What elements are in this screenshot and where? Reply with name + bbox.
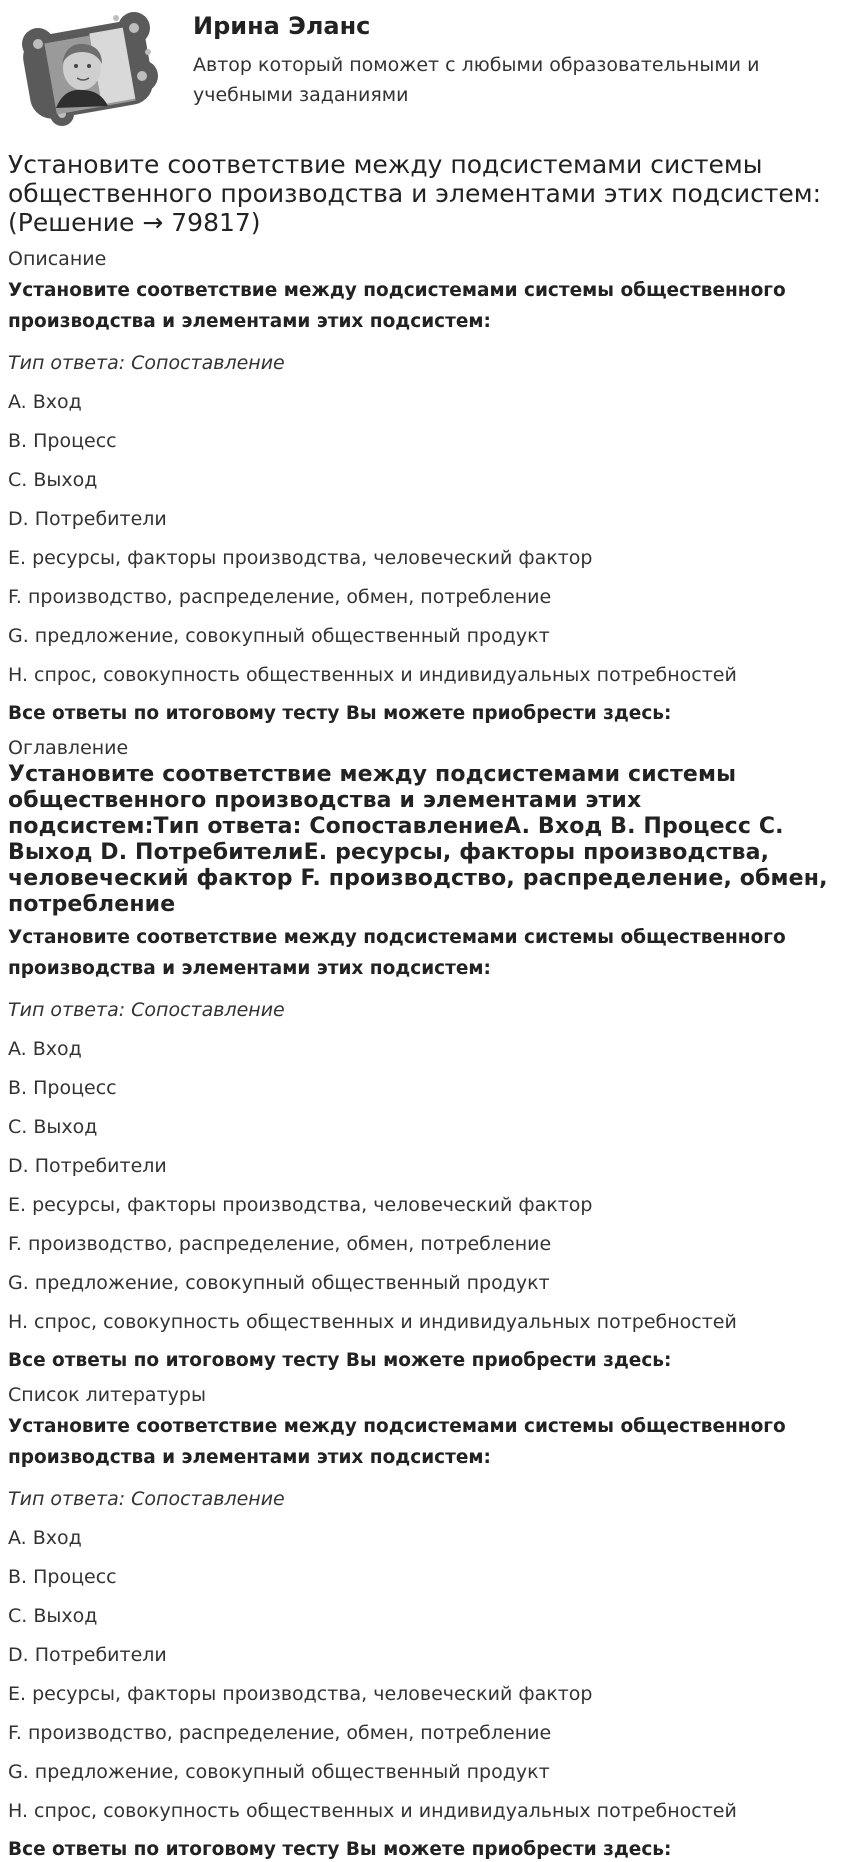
option-item: G. предложение, совокупный общественный продукт: [8, 625, 550, 647]
option-item: C. Выход: [8, 469, 98, 491]
option-item: D. Потребители: [8, 1644, 167, 1666]
answer-type: Тип ответа: Сопоставление: [8, 1488, 285, 1510]
option-item: C. Выход: [8, 1116, 98, 1138]
toc-summary: Установите соответствие между подсистемами системы общественного производства и элементами этих подсистем:Тип ответа: СопоставлениеA. Вход B. Процесс C. Выход D. ПотребителиE. ресурсы, факторы производства, человеческий фактор F. производство, распределение, обмен, потребление: [8, 762, 828, 917]
option-item: D. Потребители: [8, 1155, 167, 1177]
option-item: B. Процесс: [8, 1077, 117, 1099]
section-literature: [8, 1383, 839, 1862]
option-item: H. спрос, совокупность общественных и индивидуальных потребностей: [8, 1800, 737, 1822]
option-item: A. Вход: [8, 391, 82, 413]
author-description: Автор который поможет с любыми образовательными и учебными заданиями: [193, 54, 760, 106]
option-item: F. производство, распределение, обмен, потребление: [8, 1722, 552, 1744]
buy-answers-text: Все ответы по итоговому тесту Вы можете приобрести здесь:: [8, 703, 672, 724]
buy-answers-text: Все ответы по итоговому тесту Вы можете приобрести здесь:: [8, 1839, 672, 1860]
section-toc: [8, 736, 839, 1373]
section-label-description: Описание: [8, 248, 107, 270]
option-item: F. производство, распределение, обмен, потребление: [8, 586, 552, 608]
option-item: C. Выход: [8, 1605, 98, 1627]
option-item: F. производство, распределение, обмен, потребление: [8, 1233, 552, 1255]
author-avatar[interactable]: [16, 6, 160, 128]
option-item: D. Потребители: [8, 508, 167, 530]
question-text: Установите соответствие между подсистемами системы общественного производства и элементами этих подсистем:: [8, 927, 786, 979]
option-item: B. Процесс: [8, 1566, 117, 1588]
buy-answers-text: Все ответы по итоговому тесту Вы можете приобрести здесь:: [8, 1350, 672, 1371]
section-label-literature: Список литературы: [8, 1384, 206, 1406]
answer-type: Тип ответа: Сопоставление: [8, 999, 285, 1021]
page-title: Установите соответствие между подсистемами системы общественного производства и элементами этих подсистем: (Решение → 79817): [8, 150, 822, 237]
author-name: Ирина Эланс: [193, 12, 371, 40]
option-item: E. ресурсы, факторы производства, человеческий фактор: [8, 547, 593, 569]
option-item: A. Вход: [8, 1527, 82, 1549]
question-text: Установите соответствие между подсистемами системы общественного производства и элементами этих подсистем:: [8, 280, 786, 332]
option-item: E. ресурсы, факторы производства, человеческий фактор: [8, 1194, 593, 1216]
option-item: E. ресурсы, факторы производства, человеческий фактор: [8, 1683, 593, 1705]
option-item: H. спрос, совокупность общественных и индивидуальных потребностей: [8, 664, 737, 686]
option-item: A. Вход: [8, 1038, 82, 1060]
option-item: H. спрос, совокупность общественных и индивидуальных потребностей: [8, 1311, 737, 1333]
option-item: G. предложение, совокупный общественный продукт: [8, 1761, 550, 1783]
answer-type: Тип ответа: Сопоставление: [8, 352, 285, 374]
question-text: Установите соответствие между подсистемами системы общественного производства и элементами этих подсистем:: [8, 1416, 786, 1468]
author-card: [8, 0, 839, 140]
option-item: G. предложение, совокупный общественный продукт: [8, 1272, 550, 1294]
option-item: B. Процесс: [8, 430, 117, 452]
section-label-toc: Оглавление: [8, 737, 129, 759]
section-description: [8, 247, 839, 726]
